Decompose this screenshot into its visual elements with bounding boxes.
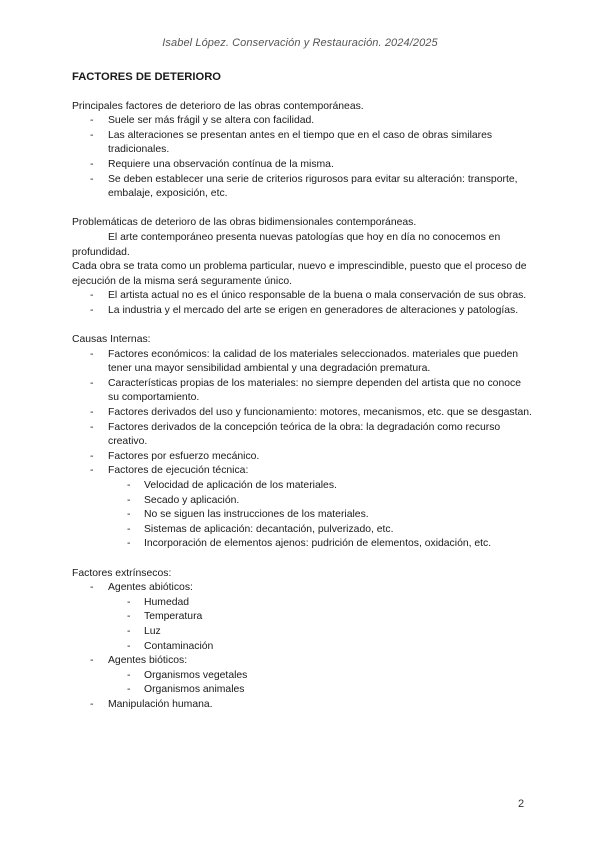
list-item: - Factores por esfuerzo mecánico. [72,450,532,465]
bioticos-sublist [72,669,532,698]
list-item: - Se deben establecer una serie de criterios rigurosos para evitar su alteración: transporte, embalaje, exposición, etc. [72,173,532,202]
sub-list-item: - Contaminación [72,640,532,655]
section4-intro: Factores extrínsecos: [72,567,172,579]
section4-list [72,654,532,669]
sub-list-item: - Humedad [72,596,532,611]
sub-list-item: - Temperatura [72,610,532,625]
list-item: - Factores de ejecución técnica: [72,464,532,479]
sub-list-item: - No se siguen las instrucciones de los materiales. [72,508,532,523]
list-item: - Suele ser más frágil y se altera con facilidad. [72,114,532,129]
sub-list-item: - Secado y aplicación. [72,494,532,509]
sub-list-item: - Organismos animales [72,683,532,698]
section1-list [72,114,532,202]
section3-intro: Causas Internas: [72,334,151,346]
section2-paragraph: El arte contemporáneo presenta nuevas patologías que hoy en día no conocemos en profundidad. [72,231,501,258]
list-item: - Agentes abióticos: [72,581,532,596]
list-item: - Factores derivados de la concepción teórica de la obra: la degradación como recurso creativo. [72,421,532,450]
list-item: - Factores derivados del uso y funcionamiento: motores, mecanismos, etc. que se desgastan. [72,406,532,421]
list-item: - Las alteraciones se presentan antes en el tiempo que en el caso de obras similares tradicionales. [72,129,532,158]
section1-intro: Principales factores de deterioro de las obras contemporáneas. [72,100,364,112]
page-header: Isabel López. Conservación y Restauración. 2024/2025 [162,37,438,49]
section2-intro: Problemáticas de deterioro de las obras bidimensionales contemporáneas. [72,217,417,229]
list-item: - Agentes bióticos: [72,654,532,669]
list-item: - El artista actual no es el único responsable de la buena o mala conservación de sus obras. [72,289,532,304]
page-number: 2 [518,798,525,810]
list-item: - Características propias de los materiales: no siempre dependen del artista que no conoce su comportamiento. [72,377,532,406]
section2-paragraph: Cada obra se trata como un problema particular, nuevo e imprescindible, puesto que el proceso de ejecución de la misma será seguramente único. [72,261,527,287]
sub-list-item: - Incorporación de elementos ajenos: pudrición de elementos, oxidación, etc. [72,537,532,552]
section4-list [72,581,532,596]
abioticos-sublist [72,596,532,654]
sub-list-item: - Luz [72,625,532,640]
section4-list [72,698,532,713]
list-item: - Requiere una observación contínua de la misma. [72,158,532,173]
document-body [72,70,532,713]
section2-list [72,289,532,318]
sub-list-item: - Velocidad de aplicación de los materiales. [72,479,532,494]
list-item: - Manipulación humana. [72,698,532,713]
list-item: - La industria y el mercado del arte se erigen en generadores de alteraciones y patologías. [72,304,532,319]
sub-list-item: - Sistemas de aplicación: decantación, pulverizado, etc. [72,523,532,538]
list-item: - Factores económicos: la calidad de los materiales seleccionados. materiales que pueden tener una mayor sensibilidad ambiental y una degradación prematura. [72,348,532,377]
section3-list [72,348,532,479]
section-title: FACTORES DE DETERIORO [72,71,221,83]
section3-sublist [72,479,532,552]
sub-list-item: - Organismos vegetales [72,669,532,684]
